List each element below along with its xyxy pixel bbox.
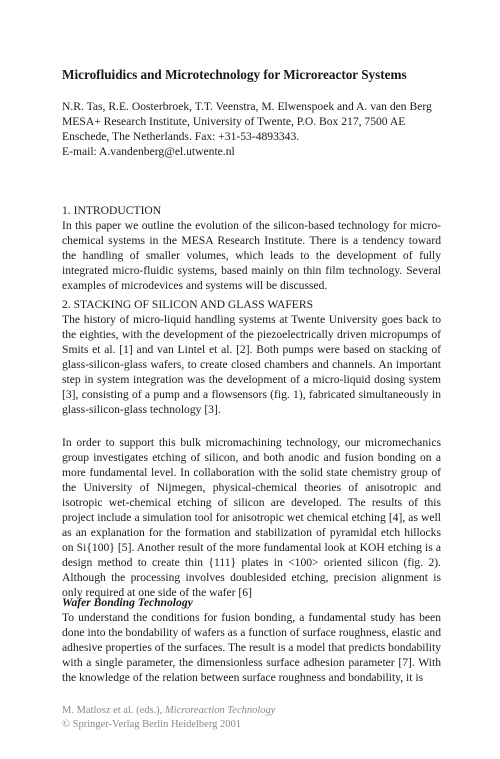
wafer-bonding-paragraph: To understand the conditions for fusion bonding, a fundamental study has been done into the bondability of wafers as a function of surface roughness, elastic and adhesive properties of the surfaces. The result is a model that predicts bondability with a single parameter, the dimensionless surface adhesion parameter [7]. With the knowledge of the relation between surface roughness and bondability, it is	[62, 611, 441, 684]
introduction-paragraph: In this paper we outline the evolution of the silicon-based technology for micro-chemical systems in the MESA Research Institute. There is a tendency toward the handling of smaller volumes, which leads to the development of fully integrated micro-fluidic systems, based mainly on thin film technology. Several examples of microdevices and systems will be discussed.	[62, 219, 441, 292]
footer-copyright: © Springer-Verlag Berlin Heidelberg 2001	[62, 719, 242, 730]
stacking-paragraph-1: The history of micro-liquid handling systems at Twente University goes back to the eighties, with the development of the piezoelectrically driven micropumps of Smits et al. [1] and van Lintel et al. [2]. Both pumps were based on stacking of glass-silicon-glass wafers, to create closed chambers and channels. An important step in system integration was the development of a micro-liquid dosing system [3], consisting of a pump and a flowsensors (fig. 1), fabricated simultaneously in glass-silicon-glass technology [3].	[62, 313, 441, 416]
section-stacking	[62, 297, 441, 417]
author-affiliation: MESA+ Research Institute, University of Twente, P.O. Box 217, 7500 AE	[62, 115, 406, 128]
subsection-wafer-bonding	[62, 595, 441, 685]
section-heading-introduction: 1. INTRODUCTION	[62, 204, 162, 217]
section-introduction	[62, 203, 441, 293]
author-city: Enschede, The Netherlands. Fax: +31-53-4893343.	[62, 130, 300, 143]
author-email: E-mail: A.vandenberg@el.utwente.nl	[62, 145, 235, 158]
section-stacking-continued	[62, 435, 441, 600]
footer-editors: M. Matlosz et al. (eds.),	[62, 705, 165, 716]
footer-book-title: Microreaction Technology	[164, 705, 276, 716]
copyright-footer	[62, 704, 275, 732]
footer-citation	[62, 704, 275, 718]
author-names: N.R. Tas, R.E. Oosterbroek, T.T. Veenstra, M. Elwenspoek and A. van den Berg	[62, 100, 432, 113]
stacking-paragraph-2: In order to support this bulk micromachining technology, our micromechanics group investigates etching of silicon, and both anodic and fusion bonding on a more fundamental level. In collaboration with the solid state chemistry group of the University of Nijmegen, physical-chemical theories of anisotropic and isotropic wet-chemical etching of silicon are developed. The results of this project include a simulation tool for anisotropic wet chemical etching [4], as well as an explanation for the formation and stabilization of pyramidal etch hillocks on Si{100} [5]. Another result of the more fundamental look at KOH etching is a design method to create thin {111} plates in <100> oriented silicon (fig. 2). Although the processing involves doublesided etching, precision alignment is only required at one side of the wafer [6]	[62, 436, 441, 599]
section-heading-stacking: 2. STACKING OF SILICON AND GLASS WAFERS	[62, 298, 314, 311]
subsection-heading-wafer-bonding: Wafer Bonding Technology	[62, 596, 193, 609]
paper-title: Microfluidics and Microtechnology for Microreactor Systems	[62, 67, 407, 82]
author-block	[62, 99, 442, 159]
